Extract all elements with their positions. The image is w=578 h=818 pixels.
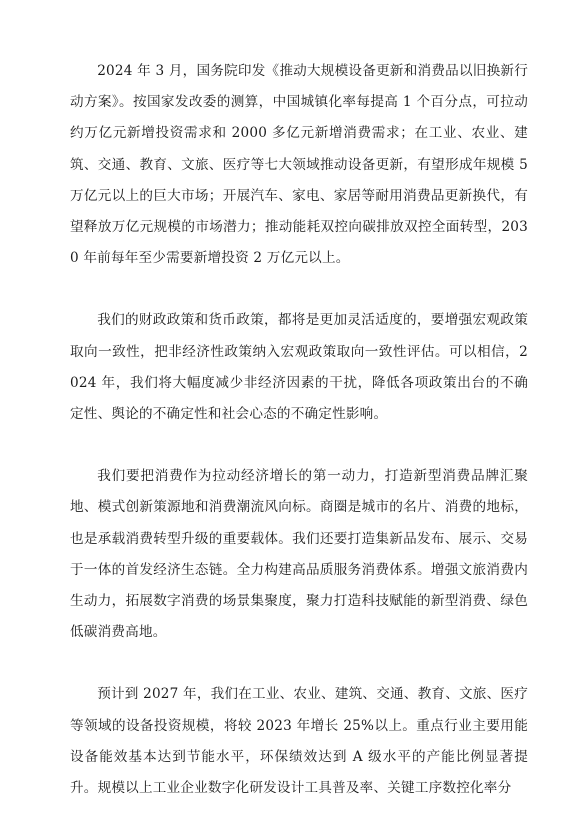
paragraph-4: 预计到 2027 年，我们在工业、农业、建筑、交通、教育、文旅、医疗等领域的设备投资规模，将较 2023 年增长 25%以上。重点行业主要用能设备能效基本达到节能水平，环保绩效达到 A 级水平的产能比例显著提升。规模以上工业企业数字化研发设计工具普及率、关键工序数控化率分 — [70, 686, 528, 797]
paragraph-2: 我们的财政政策和货币政策，都将是更加灵活适度的，要增强宏观政策取向一致性，把非经济性政策纳入宏观政策取向一致性评估。可以相信，2024 年，我们将大幅度减少非经济因素的干扰，降低各项政策出台的不确定性、舆论的不确定性和社会心态的不确定性影响。 — [70, 312, 528, 423]
paragraph-1: 2024 年 3 月，国务院印发《推动大规模设备更新和消费品以旧换新行动方案》。按国家发改委的测算，中国城镇化率每提高 1 个百分点，可拉动约万亿元新增投资需求和 2000 多亿元新增消费需求；在工业、农业、建筑、交通、教育、文旅、医疗等七大领域推动设备更新，有望形成年规模 5 万亿元以上的巨大市场；开展汽车、家电、家居等耐用消费品更新换代，有望释放万亿元规模的市场潜力；推动能耗双控向碳排放双控全面转型，2030 年前每年至少需要新增投资 2 万亿元以上。 — [70, 63, 528, 267]
paragraph-3: 我们要把消费作为拉动经济增长的第一动力，打造新型消费品牌汇聚地、模式创新策源地和消费潮流风向标。商圈是城市的名片、消费的地标，也是承载消费转型升级的重要载体。我们还要打造集新品发布、展示、交易于一体的首发经济生态链。全力构建高品质服务消费体系。增强文旅消费内生动力，拓展数字消费的场景集聚度，聚力打造科技赋能的新型消费、绿色低碳消费高地。 — [70, 468, 528, 641]
